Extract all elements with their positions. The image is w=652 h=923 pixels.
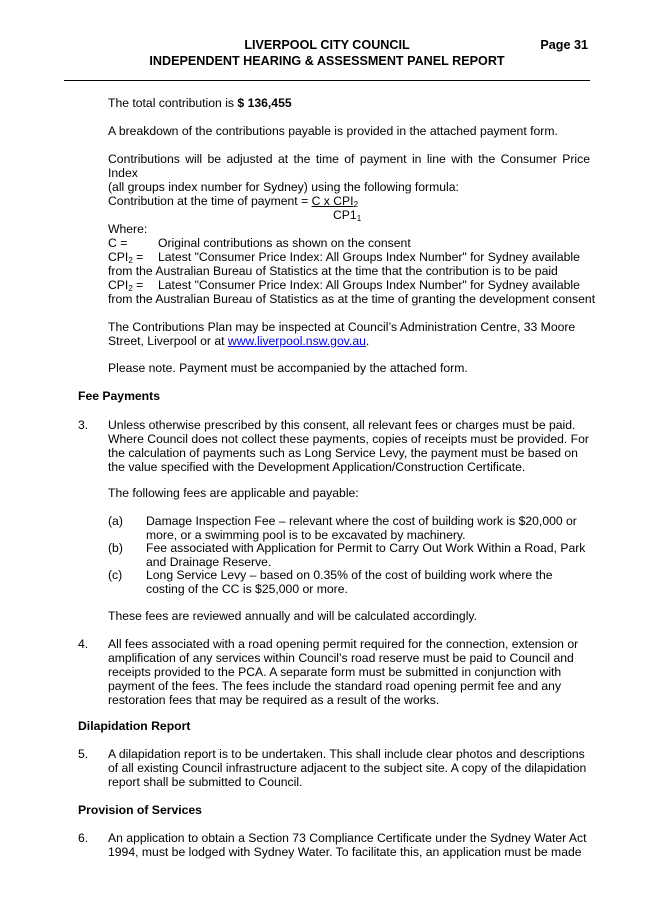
cpi-label-eq: =	[132, 250, 144, 264]
adjust-paragraph	[108, 152, 590, 194]
contributions-plan-paragraph	[108, 320, 590, 348]
adjust-line: Contributions will be adjusted at the time of payment in line with the Consumer Price Index	[108, 152, 590, 180]
formula	[108, 194, 358, 208]
cpi2-label	[108, 250, 143, 264]
sub-item-label: (b)	[108, 541, 123, 555]
c-label: C =	[108, 236, 128, 250]
item-line: 1994, must be lodged with Sydney Water. To facilitate this, an application must be made	[108, 845, 582, 859]
item-line: the calculation of payments such as Long Service Levy, the payment must be based on	[108, 446, 578, 460]
report-title: INDEPENDENT HEARING & ASSESSMENT PANEL REPORT	[149, 54, 505, 68]
fee-sub-item-c	[146, 568, 590, 596]
sub-item-line: costing of the CC is $25,000 or more.	[146, 582, 348, 596]
where-label: Where:	[108, 222, 148, 236]
total-contribution	[108, 96, 292, 110]
item-line: Unless otherwise prescribed by this consent, all relevant fees or charges must be paid.	[108, 418, 576, 432]
fee-sub-item-a	[146, 514, 590, 542]
plan-line-text: Street, Liverpool or at	[108, 334, 228, 348]
item-line: payment of the fees. The fees include the standard road opening permit fee and any	[108, 679, 562, 693]
item-line: the value specified with the Development Application/Construction Certificate.	[108, 460, 526, 474]
cpi2-line1: Latest "Consumer Price Index: All Groups Index Number" for Sydney available	[158, 250, 580, 264]
cpi-label-eq: =	[132, 278, 144, 292]
formula-denominator	[333, 208, 361, 222]
item-line: report shall be submitted to Council.	[108, 775, 303, 789]
plan-line	[108, 334, 590, 348]
council-name: LIVERPOOL CITY COUNCIL	[244, 38, 410, 52]
item-line: All fees associated with a road opening permit required for the connection, extension or	[108, 637, 579, 651]
sub-item-label: (c)	[108, 568, 123, 582]
item-line: A dilapidation report is to be undertaken. This shall include clear photos and descriptions	[108, 747, 585, 761]
breakdown-text: A breakdown of the contributions payable is provided in the attached payment form.	[108, 124, 558, 138]
sub-item-line: more, or a swimming pool is to be excavated by machinery.	[146, 528, 466, 542]
item-number: 3.	[78, 418, 89, 432]
item-line: receipts provided to the PCA. A separate form must be submitted in conjunction with	[108, 665, 562, 679]
dilapidation-item-5	[108, 747, 590, 789]
applicable-fees-intro: The following fees are applicable and payable:	[108, 486, 359, 500]
liverpool-website-link[interactable]: www.liverpool.nsw.gov.au	[227, 334, 366, 348]
formula-numerator-text: C x CPI	[311, 194, 354, 208]
adjust-line: (all groups index number for Sydney) using the following formula:	[108, 180, 459, 194]
formula-numerator-sub: 2	[353, 200, 359, 209]
fee-sub-item-b	[146, 541, 590, 569]
fees-reviewed-note: These fees are reviewed annually and will be calculated accordingly.	[108, 609, 477, 623]
item-number: 6.	[78, 831, 89, 845]
page-number: Page 31	[540, 38, 588, 52]
item-line: Where Council does not collect these payments, copies of receipts must be provided. For	[108, 432, 589, 446]
item-line: restoration fees that may be required as a result of the works.	[108, 693, 440, 707]
cpi-label-text: CPI	[108, 250, 129, 264]
page-header	[64, 36, 590, 81]
sub-item-line: Damage Inspection Fee – relevant where the cost of building work is $20,000 or	[146, 514, 577, 528]
total-label: The total contribution is	[108, 96, 238, 110]
cpi-label-text: CPI	[108, 278, 129, 292]
fee-item-3	[108, 418, 590, 474]
sub-item-label: (a)	[108, 514, 123, 528]
cpi1-line2: from the Australian Bureau of Statistics as at the time of granting the development consent	[108, 292, 596, 306]
c-description: Original contributions as shown on the consent	[158, 236, 411, 250]
formula-label: Contribution at the time of payment =	[108, 194, 312, 208]
sub-item-line: and Drainage Reserve.	[146, 555, 272, 569]
item-number: 5.	[78, 747, 89, 761]
cpi1-line1: Latest "Consumer Price Index: All Groups Index Number" for Sydney available	[158, 278, 580, 292]
item-line: of all existing Council infrastructure adjacent to the subject site. A copy of the dilapidation	[108, 761, 587, 775]
dilapidation-heading: Dilapidation Report	[78, 719, 191, 733]
sub-item-line: Long Service Levy – based on 0.35% of the cost of building work where the	[146, 568, 553, 582]
plan-line: The Contributions Plan may be inspected at Council’s Administration Centre, 33 Moore	[108, 320, 576, 334]
cpi-label-sub: 2	[128, 256, 133, 265]
cpi2-line2: from the Australian Bureau of Statistics at the time that the contribution is to be paid	[108, 264, 558, 278]
total-value: $ 136,455	[237, 96, 292, 110]
formula-denominator-text: CP1	[333, 208, 357, 222]
item-line: amplification of any services within Council’s road reserve must be paid to Council and	[108, 651, 574, 665]
plan-line-end: .	[365, 334, 370, 348]
cpi-label-sub: 2	[128, 284, 133, 293]
cpi1-label	[108, 278, 143, 292]
item-number: 4.	[78, 637, 89, 651]
services-item-6	[108, 831, 590, 859]
formula-denominator-sub: 1	[356, 214, 362, 223]
item-line: An application to obtain a Section 73 Compliance Certificate under the Sydney Water Act	[108, 831, 587, 845]
services-heading: Provision of Services	[78, 803, 202, 817]
payment-note: Please note. Payment must be accompanied by the attached form.	[108, 361, 468, 375]
formula-numerator	[312, 194, 358, 208]
fee-item-4	[108, 637, 590, 707]
sub-item-line: Fee associated with Application for Permit to Carry Out Work Within a Road, Park	[146, 541, 586, 555]
fee-payments-heading: Fee Payments	[78, 389, 160, 403]
